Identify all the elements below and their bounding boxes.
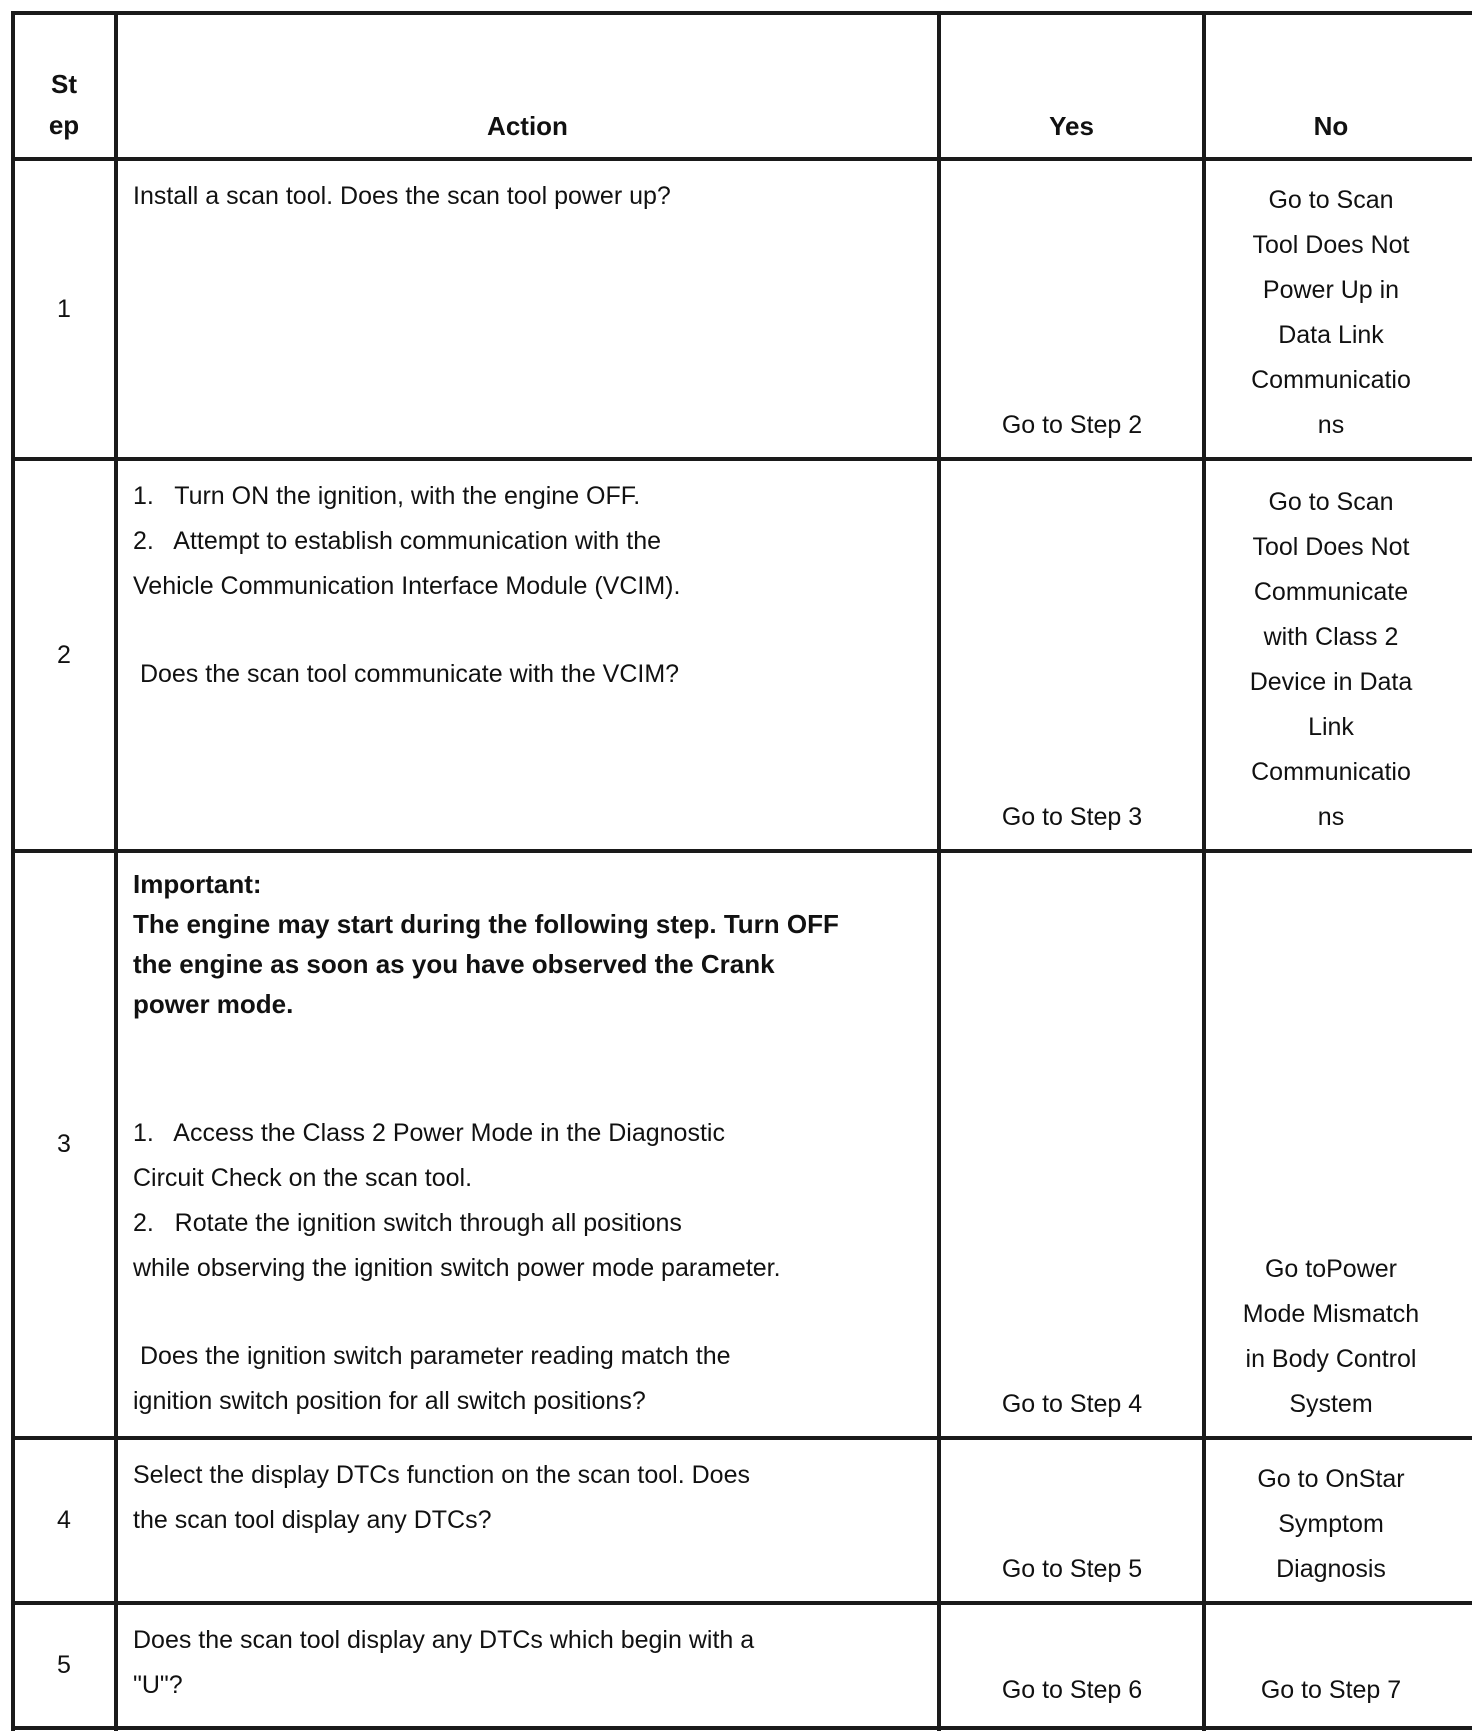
action-cell — [133, 1111, 933, 1424]
action-line: Does the ignition switch parameter reading match the — [133, 1342, 731, 1370]
header-step-line1: St — [51, 69, 77, 99]
header-step — [15, 64, 113, 146]
action-cell — [133, 174, 933, 219]
header-action: Action — [487, 111, 568, 141]
yes-cell — [942, 461, 1202, 840]
no-line: ns — [1317, 411, 1345, 439]
step-number: 3 — [57, 1130, 71, 1158]
no-line: Power Up in — [1262, 276, 1400, 304]
table-rule — [937, 11, 941, 1731]
no-line: System — [1289, 1390, 1373, 1418]
yes-cell — [942, 853, 1202, 1427]
table-rule — [11, 11, 1472, 15]
action-line: 1. Access the Class 2 Power Mode in the Diagnostic — [133, 1119, 725, 1147]
yes-cell — [942, 161, 1202, 448]
yes-result: Go to Step 2 — [1001, 411, 1143, 439]
action-line: Install a scan tool. Does the scan tool power up? — [133, 182, 671, 210]
no-line: Mode Mismatch — [1242, 1300, 1420, 1328]
no-line: with Class 2 — [1263, 623, 1399, 651]
no-line: Device in Data — [1249, 668, 1413, 696]
action-cell — [133, 1453, 933, 1543]
yes-result: Go to Step 4 — [1001, 1390, 1143, 1418]
action-line: 2. Rotate the ignition switch through all positions — [133, 1209, 682, 1237]
no-line: Communicatio — [1251, 758, 1411, 786]
no-line: Go toPower — [1264, 1255, 1397, 1283]
no-line: Go to Step 7 — [1260, 1676, 1402, 1704]
no-line: Go to OnStar — [1257, 1465, 1405, 1493]
no-line: Data Link — [1278, 321, 1384, 349]
action-line — [133, 609, 933, 652]
important-note — [133, 864, 933, 1024]
action-line: Circuit Check on the scan tool. — [133, 1164, 473, 1192]
step-number: 5 — [57, 1651, 71, 1679]
no-cell — [1206, 853, 1456, 1427]
no-line: Communicate — [1253, 578, 1409, 606]
no-line: Diagnosis — [1276, 1555, 1386, 1583]
action-line: ignition switch position for all switch positions? — [133, 1387, 646, 1415]
action-line: Vehicle Communication Interface Module (VCIM). — [133, 572, 681, 600]
header-step-line2: ep — [48, 110, 80, 140]
table-rule — [11, 1726, 1472, 1730]
no-cell — [1206, 1440, 1456, 1592]
important-line: Important: — [133, 869, 262, 899]
no-cell — [1206, 1605, 1456, 1713]
yes-cell — [942, 1605, 1202, 1713]
important-line: the engine as soon as you have observed the Crank — [133, 949, 775, 979]
important-line: power mode. — [133, 989, 294, 1019]
action-line: Select the display DTCs function on the scan tool. Does — [133, 1461, 750, 1489]
action-line: Does the scan tool communicate with the VCIM? — [133, 660, 680, 688]
no-cell — [1206, 161, 1456, 448]
no-line: in Body Control — [1245, 1345, 1417, 1373]
step-number: 1 — [57, 294, 71, 323]
table-rule — [114, 11, 118, 1731]
action-line: 1. Turn ON the ignition, with the engine OFF. — [133, 482, 641, 510]
yes-cell — [942, 1440, 1202, 1592]
action-cell — [133, 1618, 933, 1708]
yes-result: Go to Step 3 — [1001, 803, 1143, 831]
no-line: Communicatio — [1251, 366, 1411, 394]
action-line: the scan tool display any DTCs? — [133, 1506, 492, 1534]
no-line: Link — [1308, 713, 1354, 741]
action-line: 2. Attempt to establish communication with the — [133, 527, 662, 555]
action-line: "U"? — [133, 1671, 183, 1699]
no-line: Symptom — [1278, 1510, 1384, 1538]
header-yes: Yes — [1049, 111, 1094, 141]
header-no: No — [1313, 111, 1349, 141]
action-line — [133, 1291, 933, 1334]
no-line: Go to Scan — [1268, 488, 1394, 516]
step-number: 4 — [57, 1506, 71, 1534]
no-line: Tool Does Not — [1252, 533, 1410, 561]
action-line: Does the scan tool display any DTCs which begin with a — [133, 1626, 755, 1654]
action-line: while observing the ignition switch power mode parameter. — [133, 1254, 781, 1282]
no-line: Tool Does Not — [1252, 231, 1410, 259]
no-line: Go to Scan — [1268, 186, 1394, 214]
important-line: The engine may start during the following step. Turn OFF — [133, 909, 839, 939]
no-cell — [1206, 461, 1456, 840]
action-cell — [133, 474, 933, 697]
no-line: ns — [1317, 803, 1345, 831]
yes-result: Go to Step 6 — [1001, 1676, 1143, 1704]
yes-result: Go to Step 5 — [1001, 1555, 1143, 1583]
step-number: 2 — [57, 640, 71, 669]
